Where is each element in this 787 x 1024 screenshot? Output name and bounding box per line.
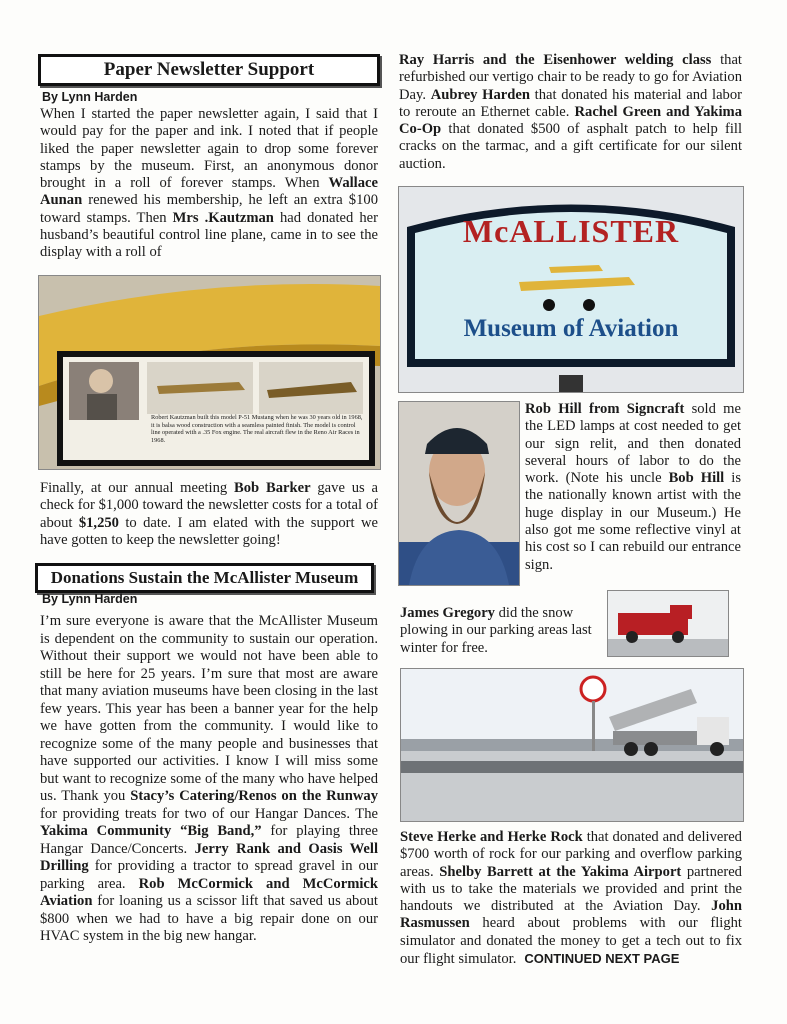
plane-display-photo [38,275,381,470]
plane-photo-caption: Robert Kautzman built this model P-51 Mustang when he was 30 years old in 1968, it is balsa wood construction with a seamless painted finish. The model is control line operated with a .35 Fox engine. The real aircraft flew in the Reno Air Races in 1968. [151,414,363,444]
right-bottom-para: Steve Herke and Herke Rock that donated and delivered $700 worth of rock for our parking and overflow parking areas. Shelby Barrett at the Yakima Airport partnered with us to take the materials we provided and print the handouts we distributed at the Aviation Day. John Rasmussen heard about problems with our flight simulator and donated the money to get a tech out to fix our flight simulator. CONTINUED NEXT PAGE [400,829,742,968]
continued-next-page: CONTINUED NEXT PAGE [524,951,680,967]
article1-para1: When I started the paper newsletter again, I said that I would pay for the paper and ink. I noted that if people liked the paper newsletter again to drop some forever stamps by the museum. First, an anonymous donor brought in a roll of forever stamps. When Wallace Aunan renewed his membership, he left an extra $100 toward stamps. Then Mrs .Kautzman had donated her husband’s beautiful control line plane, came in to see the display with a roll of [40,106,378,261]
article1-title: Paper Newsletter Support [38,54,380,86]
article2-body: I’m sure everyone is aware that the McAllister Museum is dependent on the community to sustain our operation. Without their support we would not have been able to still be here for 25 years. I’m sure that most are aware that many aviation museums have been closing in the last few years. This year has been a banner year for the help we have gotten from the community. I would like to recognize some of the many people and businesses that have supported our activities. I know I will miss some but want to recognize some of the many who have helped us. Thank you Stacy’s Catering/Renos on the Runway for providing treats for two of our Hangar Dances. The Yakima Community “Big Band,” for playing three Hangar Dance/Concerts. Jerry Rank and Oasis Well Drilling for providing a tractor to spread gravel in our parking area. Rob McCormick and McCormick Aviation for loaning us a scissor lift that saved us about $800 when we had to have a big repair done on our HVAC system in the big new hangar. [40,613,379,944]
sign-title: McALLISTER [462,213,680,249]
article1-byline: By Lynn Harden [42,90,138,104]
snow-plow-truck-photo [607,590,729,657]
rob-hill-photo [398,401,520,586]
right-top-para: Ray Harris and the Eisenhower welding class that refurbished our vertigo chair to be ready to go for Aviation Day. Aubrey Harden that donated his material and labor to reroute an Ethernet cable. Rachel Green and Yakima Co-Op that donated $500 of asphalt patch to help fill cracks on the tarmac, and a gift certificate for our silent auction. [399,52,743,172]
dump-truck-photo [400,668,744,822]
james-gregory-para: James Gregory did the snow plowing in our parking areas last winter for free. [400,605,592,656]
article1-para2: Finally, at our annual meeting Bob Barker gave us a check for $1,000 toward the newsletter costs for a total of about $1,250 to date. I am elated with the support we have gotten to keep the newsletter going! [40,480,378,548]
article2-title: Donations Sustain the McAllister Museum [35,563,374,593]
rob-hill-para: Rob Hill from Signcraft sold me the LED lamps at cost needed to get our sign relit, and then donated several hours of labor to do the work. (Note his uncle Bob Hill is the nationally known artist with the huge display in our Museum.) He also got me some reflective vinyl at his cost so I can rebuild our entrance sign. [525,401,741,573]
museum-sign-photo [398,186,744,393]
article2-byline: By Lynn Harden [42,592,138,606]
sign-subtitle: Museum of Aviation [463,315,679,342]
